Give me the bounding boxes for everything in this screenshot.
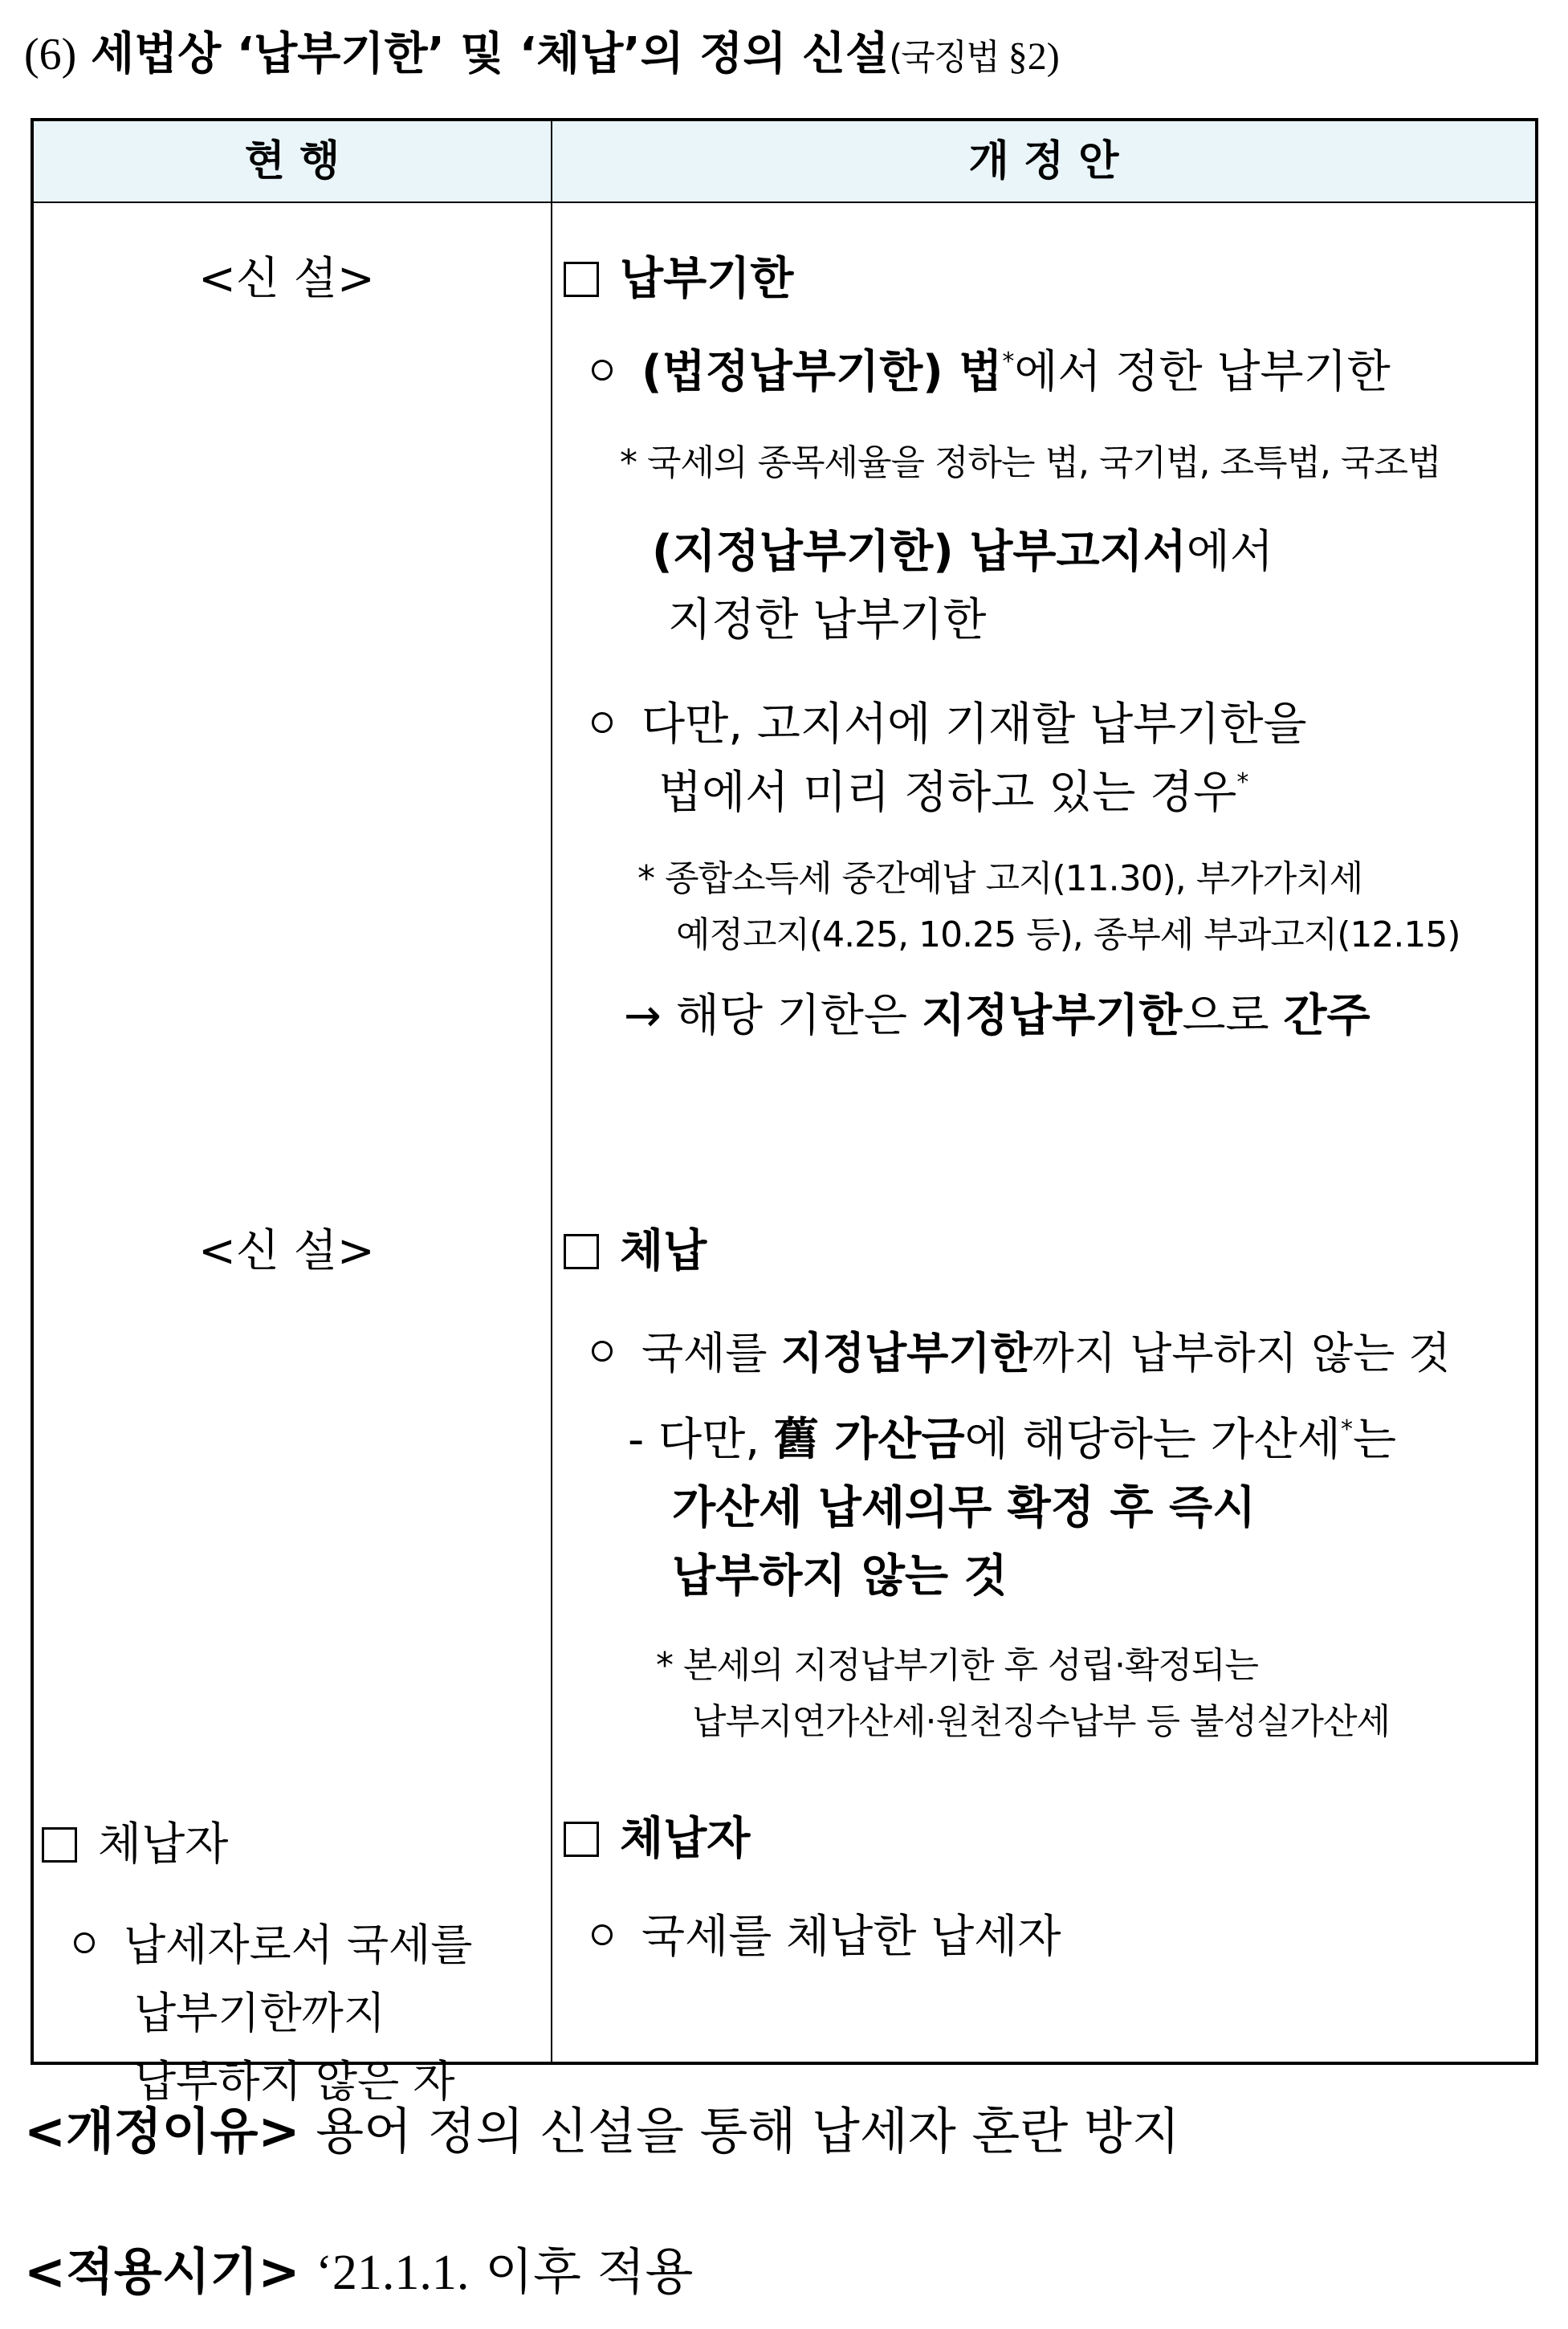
sec2-title: 체납 xyxy=(564,1224,707,1280)
section-number: (6) xyxy=(24,30,77,79)
checkbox-icon xyxy=(564,1234,599,1269)
comparison-table xyxy=(31,118,1538,2107)
checkbox-icon xyxy=(564,1822,599,1857)
amendment-reason: <개정이유> 용어 정의 신설을 통해 납세자 혼란 방지 xyxy=(24,2102,1180,2160)
page-title xyxy=(24,22,1060,90)
bullet-circle-icon xyxy=(592,712,613,733)
sec1-note2-line2: 예정고지(4.25, 10.25 등), 종부세 부과고지(12.15) xyxy=(676,914,1460,955)
sec1-arrow-line: → 해당 기한은 지정납부기한으로 간주 xyxy=(624,990,1370,1042)
sec3-title: 체납자 xyxy=(564,1811,750,1867)
sec1-bullet1: (법정납부기한) 법*에서 정한 납부기한 xyxy=(592,344,1391,401)
header-current: 현 행 xyxy=(244,137,340,185)
header-proposed: 개 정 안 xyxy=(968,137,1119,185)
sec2-dash-line2: 가산세 납세의무 확정 후 즉시 xyxy=(672,1482,1256,1534)
bullet-circle-icon xyxy=(74,1932,95,1953)
title-ref-num: §2) xyxy=(1008,35,1060,78)
sec1-bullet2-line2: 지정한 납부기한 xyxy=(668,594,987,646)
sec2-dash-line1: - 다만, 舊 가산금에 해당하는 가산세*는 xyxy=(628,1414,1397,1466)
checkbox-icon xyxy=(564,262,599,297)
left-def-line1: 납세자로서 국세를 xyxy=(74,1917,472,1973)
title-ref: (국징법 xyxy=(889,37,1008,78)
left-def-line2: 납부기한까지 xyxy=(134,1988,385,2038)
sec2-note-line2: 납부지연가산세·원천징수납부 등 불성실가산세 xyxy=(692,1701,1391,1742)
sec2-note-line1: * 본세의 지정납부기한 후 성립·확정되는 xyxy=(656,1645,1258,1686)
bullet-circle-icon xyxy=(592,1924,613,1945)
sec3-bullet1: 국세를 체납한 납세자 xyxy=(592,1909,1061,1965)
sec2-dash-line3: 납부하지 않는 것 xyxy=(672,1550,1008,1602)
sec1-title: 납부기한 xyxy=(564,251,793,307)
sec1-bullet3-line2: 법에서 미리 정하고 있는 경우* xyxy=(658,767,1249,819)
sec1-note2-line1: * 종합소득세 중간예납 고지(11.30), 부가가치세 xyxy=(637,858,1363,899)
checkbox-icon xyxy=(42,1827,77,1863)
column-divider xyxy=(551,121,552,2062)
bullet-circle-icon xyxy=(592,360,613,381)
sec1-bullet3-line1: 다만, 고지서에 기재할 납부기한을 xyxy=(592,697,1307,753)
left-def-line3: 납부하지 않은 자 xyxy=(134,2056,455,2107)
sec1-bullet2-line1: (지정납부기한) 납부고지서에서 xyxy=(652,526,1273,578)
left-new-2: <신 설> xyxy=(198,1225,375,1277)
application-period: <적용시기> ‘21.1.1. 이후 적용 xyxy=(24,2242,694,2301)
sec1-note1: * 국세의 종목세율을 정하는 법, 국기법, 조특법, 국조법 xyxy=(620,442,1441,483)
left-def-title: 체납자 xyxy=(42,1817,228,1873)
bullet-circle-icon xyxy=(592,1341,613,1362)
title-main: 세법상 ‘납부기한’ 및 ‘체납’의 정의 신설 xyxy=(91,28,890,80)
left-new-1: <신 설> xyxy=(198,253,375,305)
sec2-bullet1: 국세를 지정납부기한까지 납부하지 않는 것 xyxy=(592,1325,1451,1382)
